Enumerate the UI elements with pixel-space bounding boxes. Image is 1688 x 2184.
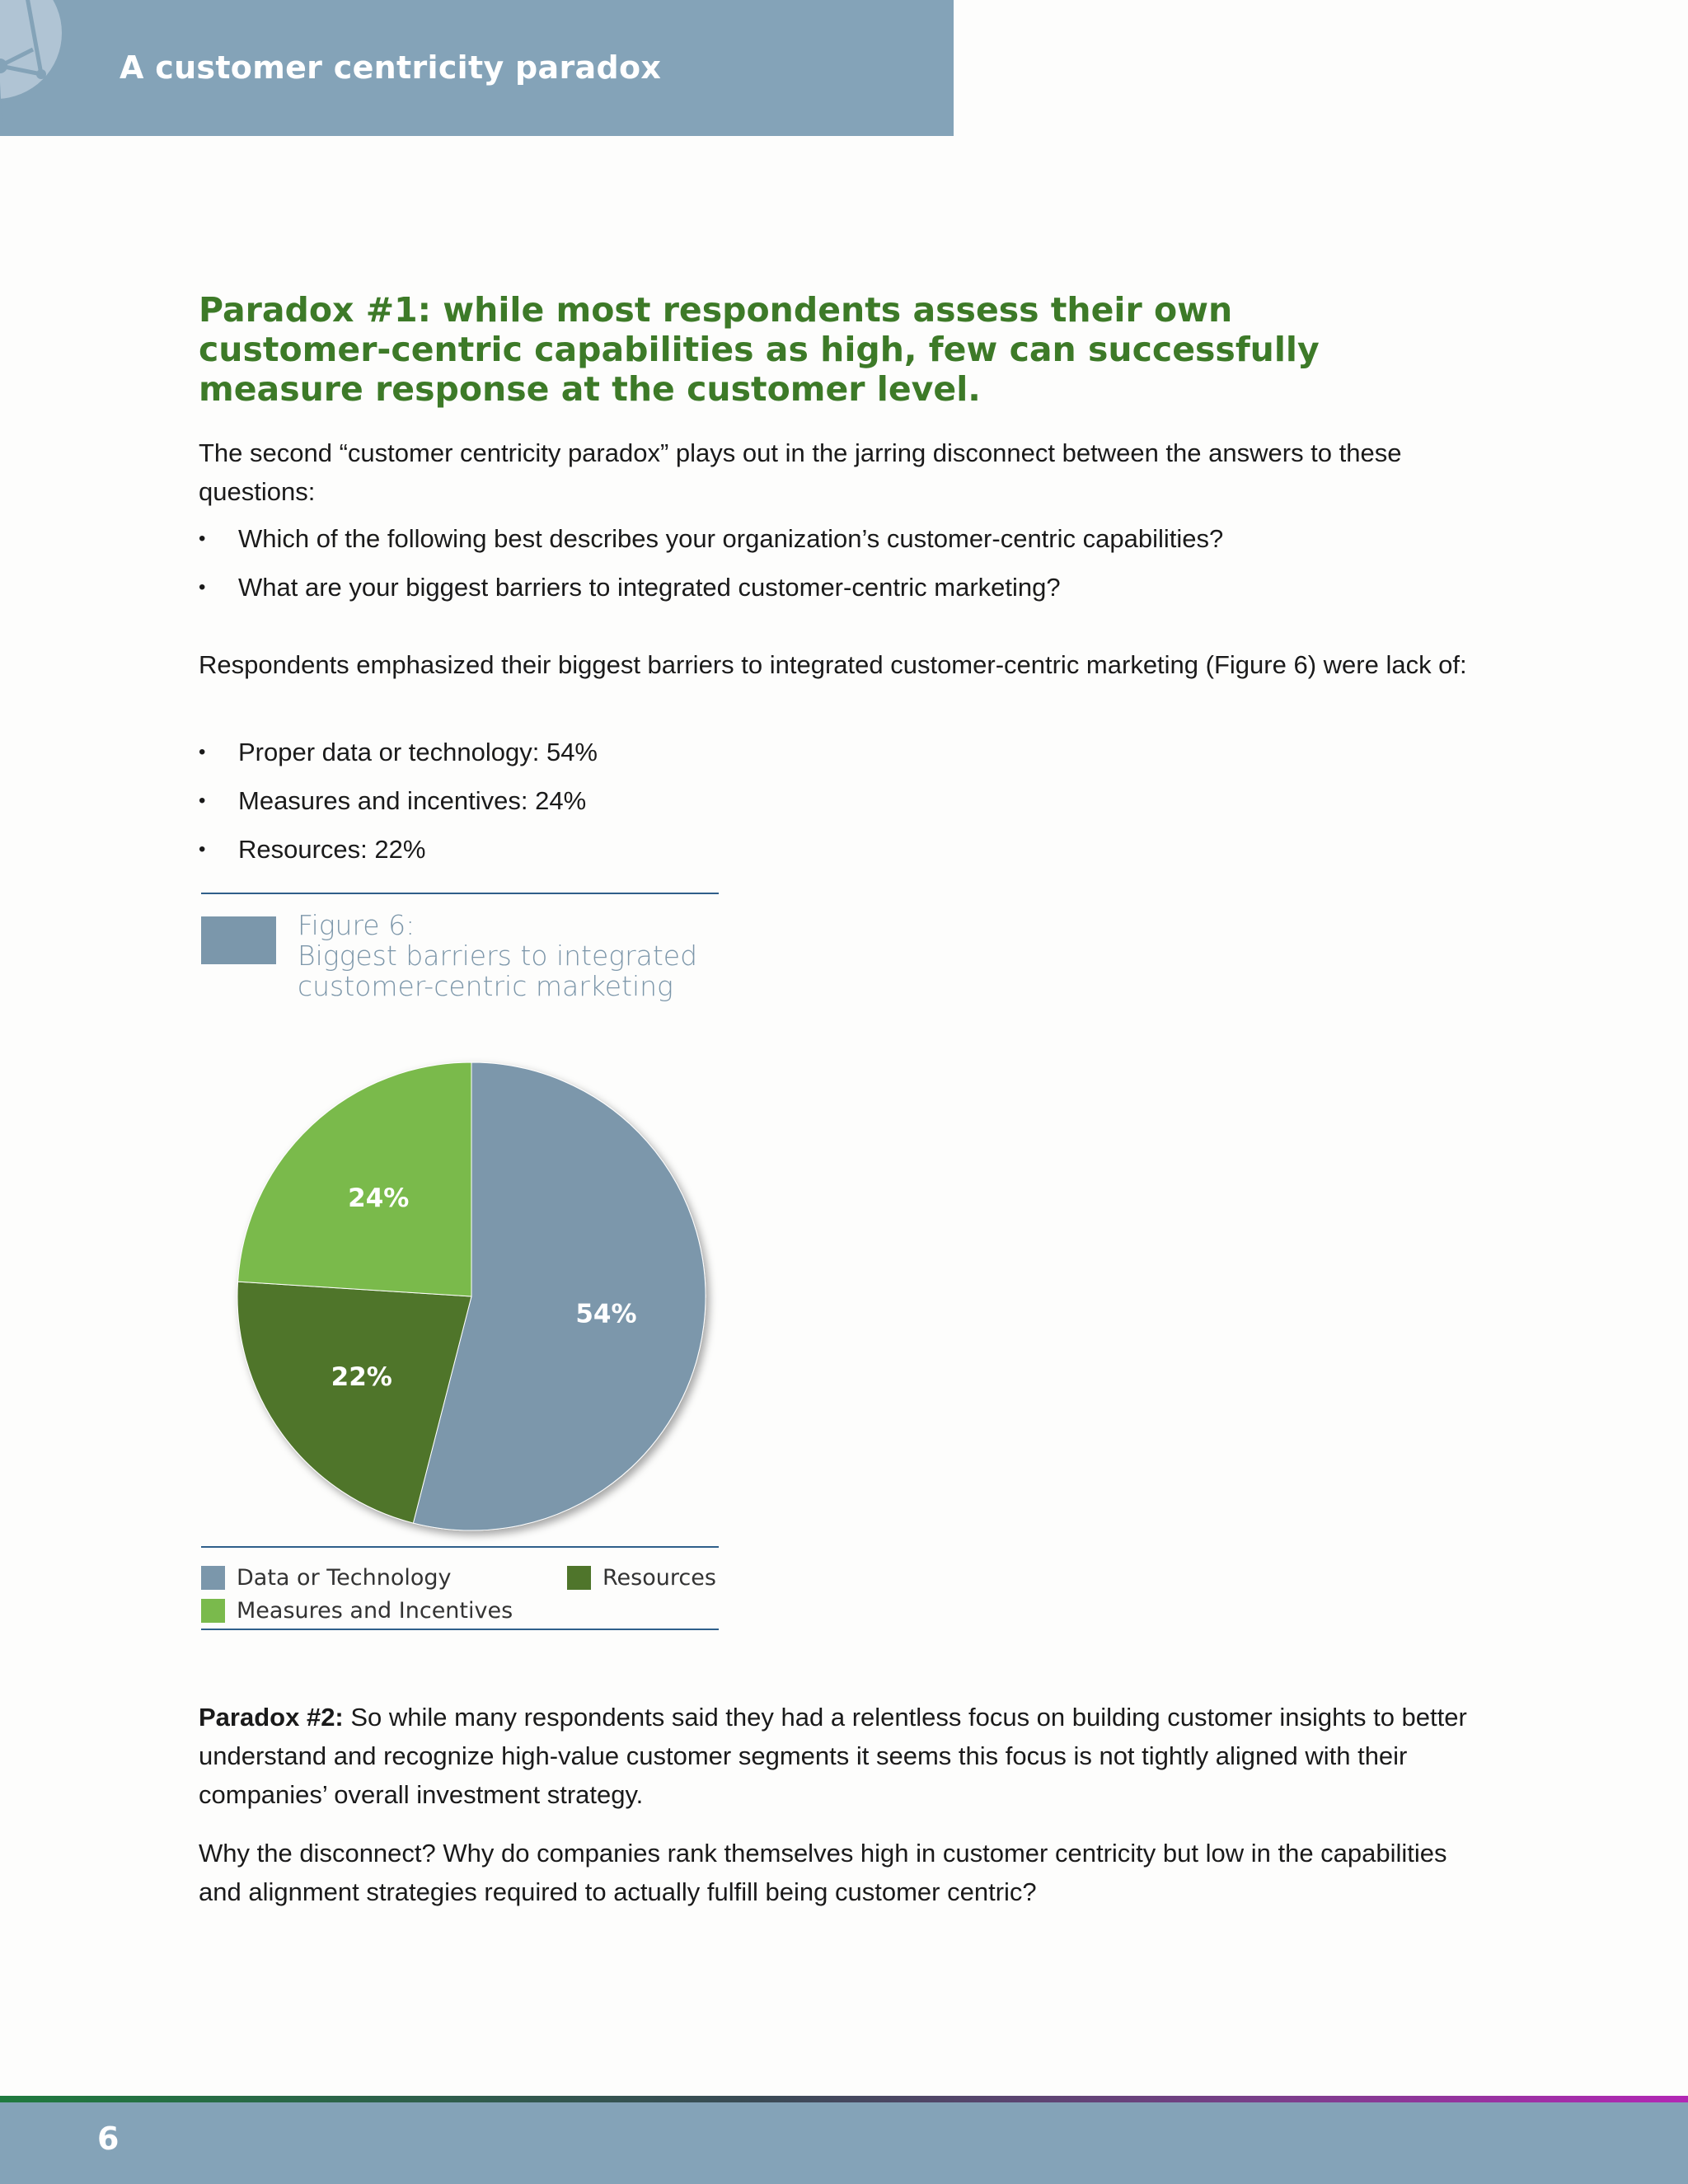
barrier-item: • Proper data or technology: 54% [199, 733, 1468, 771]
pie-data-label: 54% [575, 1299, 637, 1329]
barriers-list [199, 733, 1468, 869]
figure-caption-title-line2: customer-centric marketing [298, 970, 673, 1002]
figure-caption-title-line1: Biggest barriers to integrated [298, 940, 698, 972]
legend-top-rule [201, 1546, 719, 1548]
legend-swatch [201, 1599, 225, 1623]
legend-item-measures-incentives [201, 1598, 513, 1624]
legend-item-resources [567, 1565, 716, 1591]
legend-swatch [201, 1566, 225, 1590]
chart-legend [201, 1565, 719, 1647]
legend-swatch [567, 1566, 591, 1590]
header-title: A customer centricity paradox [120, 49, 662, 86]
figure-caption-number: Figure 6: [298, 909, 415, 941]
section-heading: Paradox #1: while most respondents assess their own customer-centric capabilities as high, few can successfully measure response at the customer level. [199, 290, 1320, 409]
legend-item-data-technology [201, 1565, 452, 1591]
figure-top-rule [201, 893, 719, 894]
legend-label: Data or Technology [237, 1565, 452, 1591]
page-number: 6 [97, 2121, 120, 2157]
barrier-item: • Measures and incentives: 24% [199, 781, 1468, 820]
figure-6 [201, 893, 719, 1633]
pie-chart [201, 1024, 719, 1568]
question-item: • What are your biggest barriers to integrated customer-centric marketing? [199, 568, 1468, 607]
legend-label: Measures and Incentives [237, 1598, 513, 1624]
paradox2-label: Paradox #2: [199, 1703, 344, 1732]
intro-paragraph: The second “customer centricity paradox” plays out in the jarring disconnect between the answers to these questions: [199, 438, 1402, 506]
barriers-intro: Respondents emphasized their biggest barriers to integrated customer-centric marketing (Figure 6) were lack of: [199, 650, 1467, 679]
closing-paragraph: Why the disconnect? Why do companies rank themselves high in customer centricity but low in the capabilities and alignment strategies required to actually fulfill being customer centric? [199, 1839, 1447, 1906]
paradox2-paragraph [199, 1698, 1468, 1814]
footer-band [0, 2102, 1688, 2184]
barrier-item: • Resources: 22% [199, 830, 1468, 869]
figure-swatch [201, 916, 276, 964]
figure-caption [298, 910, 697, 1001]
pie-data-label: 24% [348, 1183, 410, 1213]
legend-bottom-rule [201, 1629, 719, 1630]
pie-slice-measures-and-incentives [238, 1062, 471, 1296]
footer-gradient-line [0, 2096, 1688, 2102]
pie-data-label: 22% [331, 1361, 392, 1392]
globe-icon [0, 0, 70, 136]
header-band [0, 0, 954, 136]
questions-list [199, 519, 1468, 607]
question-item: • Which of the following best describes your organization’s customer-centric capabilities? [199, 519, 1468, 558]
legend-label: Resources [603, 1565, 716, 1591]
paradox2-text: So while many respondents said they had a relentless focus on building customer insights to better understand and recognize high-value customer segments it seems this focus is not tightly aligned with their companies’ overall investment strategy. [199, 1703, 1467, 1809]
